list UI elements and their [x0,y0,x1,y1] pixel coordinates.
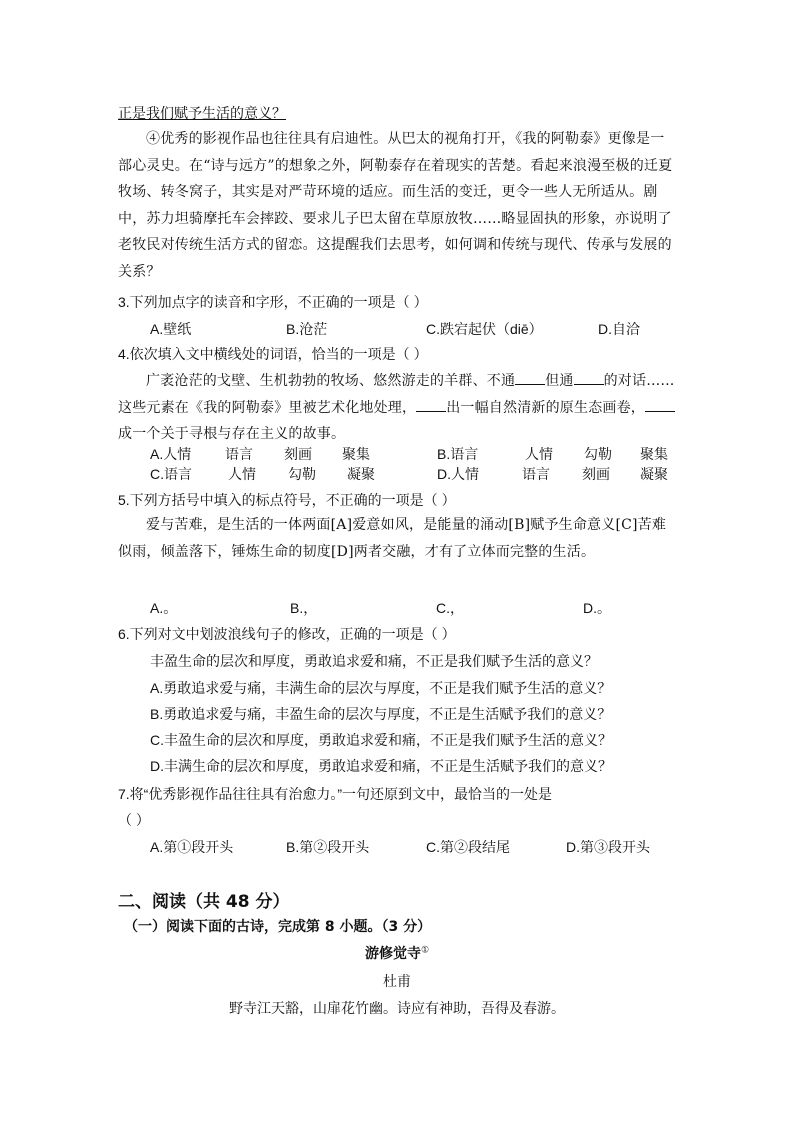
poem-title-text: 游修觉寺 [364,946,421,962]
q6-option-d[interactable]: D.丰满生命的层次和厚度，勇敢追求爱和痛，不正是生活赋予我们的意义？ [150,758,612,774]
q4-text-d: 出一幅自然清新的原生态画卷， [446,399,646,416]
q4-d-word3: 刻画 [582,466,610,482]
q4-d-word2: 语言 [522,466,550,482]
q4-text-c: 的对话……这些元素在《我的阿勒泰》里被艺术化地处理， [118,373,675,416]
q3-option-a[interactable]: A.壁纸 [150,321,192,337]
q4-c-word2: 人情 [228,466,256,482]
q7-option-c[interactable]: C.第②段结尾 [426,839,510,855]
wavy-underlined-text: 正是我们赋予生活的意义？ [118,106,286,122]
q4-b-word1: B.语言 [437,446,479,462]
q7-stem: 7.将“优秀影视作品往往具有治愈力。”一句还原到文中，最恰当的一处是 [118,786,552,802]
q5-text [118,512,678,565]
q5-text-body: 爱与苦难，是生活的一体两面[A]爱意如风，是能量的涌动[B]赋予生命意义[C]苦难似雨，倾盖落下，锤炼生命的韧度[D]两者交融，才有了立体而完整的生活。 [118,517,667,560]
q4-b-word2: 人情 [525,446,553,462]
q3-option-c[interactable]: C.跌宕起伏（diē） [426,321,543,337]
q5-option-d[interactable]: D.。 [583,600,611,616]
poem-title [0,943,794,963]
q3-stem: 3.下列加点字的读音和字形，不正确的一项是（ ） [118,294,428,310]
footnote-marker: ① [420,945,430,956]
poem-author: 杜甫 [383,974,411,990]
q4-option-d[interactable] [437,464,668,484]
q4-b-word3: 勾勒 [584,446,612,462]
q6-sentence: 丰盈生命的层次和厚度，勇敢追求爱和痛，不正是我们赋予生活的意义？ [150,654,598,670]
q4-option-a[interactable] [150,444,370,464]
q4-a-word4: 聚集 [342,446,370,462]
q4-c-word1: C.语言 [150,466,192,482]
paragraph-text: ④优秀的影视作品也往往具有启迪性。从巴太的视角打开，《我的阿勒泰》更像是一部心灵史。在“诗与远方”的想象之外，阿勒泰存在着现实的苦楚。看起来浪漫至极的迁夏牧场、转冬窝子，其实是对严苛环境的适应。而生活的变迁，更令一些人无所适从。剧中，苏力坦骑摩托车会摔跤、要求儿子巴太留在草原放牧……略显固执的形象，亦说明了老牧民对传统生活方式的留恋。这提醒我们去思考，如何调和传统与现代、传承与发展的关系？ [118,131,673,280]
blank-2 [574,370,604,385]
blank-1 [515,370,545,385]
q4-d-word1: D.人情 [437,466,479,482]
q7-answer-paren: （ ） [118,812,150,828]
q4-option-b[interactable] [437,444,668,464]
q5-option-a[interactable]: A.。 [150,600,178,616]
passage-paragraph-4 [118,126,678,285]
q7-option-b[interactable]: B.第②段开头 [286,839,370,855]
q4-a-word1: A.人情 [150,446,192,462]
q4-a-word2: 语言 [225,446,253,462]
q6-option-a[interactable]: A.勇敢追求爱与痛，丰满生命的层次与厚度，不正是我们赋予生活的意义？ [150,680,612,696]
q4-a-word3: 刻画 [284,446,312,462]
q7-option-a[interactable]: A.第①段开头 [150,839,234,855]
q6-stem: 6.下列对文中划波浪线句子的修改，正确的一项是（ ） [118,626,456,642]
subsection-title: （一）阅读下面的古诗，完成第 8 小题。（3 分） [124,919,432,935]
section-title: 二、阅读（共 48 分） [118,892,290,912]
q4-text-b: 但通 [545,373,574,389]
blank-4 [645,397,675,412]
q5-stem: 5.下列方括号中填入的标点符号，不正确的一项是（ ） [118,492,456,508]
q3-option-d[interactable]: D.自洽 [598,321,640,337]
q6-option-c[interactable]: C.丰盈生命的层次和厚度，勇敢追求爱和痛，不正是我们赋予生活的意义？ [150,732,612,748]
q4-c-word4: 凝聚 [347,466,375,482]
poem-line: 野寺江天豁，山扉花竹幽。诗应有神助，吾得及春游。 [229,1001,565,1017]
q7-option-d[interactable]: D.第③段开头 [566,839,650,855]
q6-option-b[interactable]: B.勇敢追求爱与痛，丰盈生命的层次与厚度，不正是生活赋予我们的意义？ [150,706,612,722]
q4-b-word4: 聚集 [640,446,668,462]
q4-stem: 4.依次填入文中横线处的词语，恰当的一项是（ ） [118,346,428,362]
passage-line-cont [118,104,286,124]
q4-text-e: 成一个关于寻根与存在主义的故事。 [118,426,346,442]
q4-c-word3: 勾勒 [288,466,316,482]
q4-d-word4: 凝聚 [640,466,668,482]
q4-option-c[interactable] [150,464,375,484]
q5-option-c[interactable]: C.， [436,600,464,616]
q5-option-b[interactable]: B.， [290,600,318,616]
q4-text [118,368,678,448]
q4-text-a: 广袤沧茫的戈壁、生机勃勃的牧场、悠然游走的羊群、不通 [146,373,516,389]
q3-option-b[interactable]: B.沧茫 [286,321,328,337]
blank-3 [416,397,446,412]
